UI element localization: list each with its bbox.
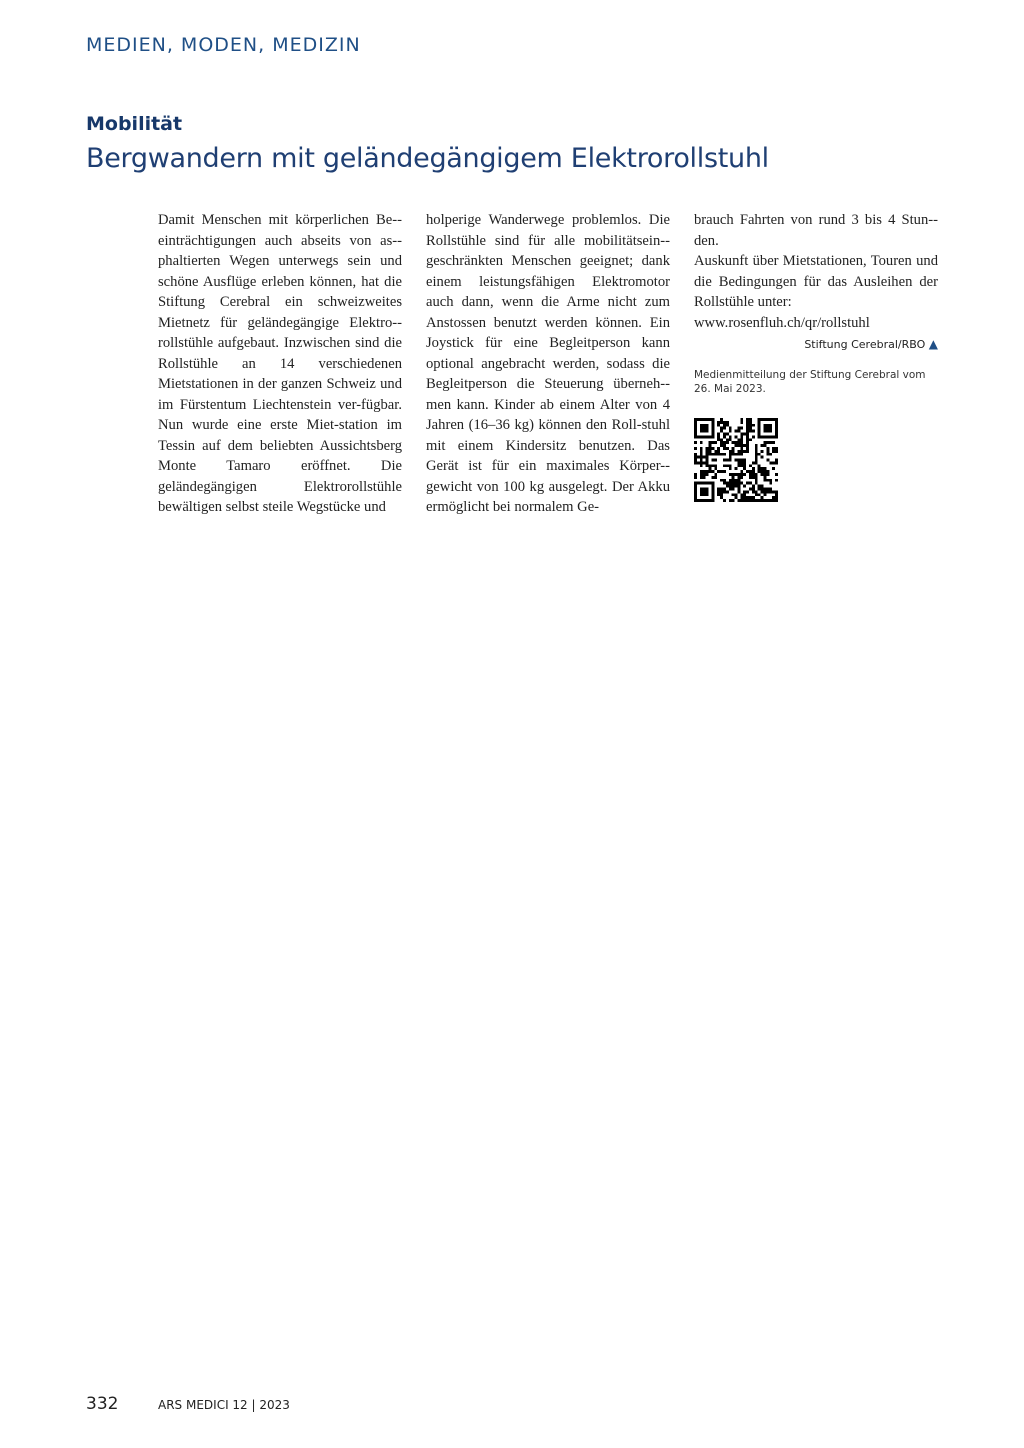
journal-issue: ARS MEDICI 12 | 2023: [158, 1398, 290, 1412]
text-column-1: [158, 210, 402, 518]
qr-code-icon[interactable]: [694, 418, 778, 502]
paragraph: holperige Wanderwege problemlos. Die Rollstühle sind für alle mobilitätsein-geschränkten Menschen geeignet; dank einem leistungsfähigen Elektromotor auch dann, wenn die Arme nicht zum Anstossen benutzt werden können. Ein Joystick für eine Begleitperson kann optional angebracht werden, sodass die Begleitperson die Steuerung überneh-men kann. Kinder ab einem Alter von 4 Jahren (16–36 kg) können den Roll-stuhl mit einem Kindersitz benutzen. Das Gerät ist für ein maximales Körper-gewicht von 100 kg ausgelegt. Der Akku ermöglicht bei normalem Ge-: [426, 212, 670, 515]
text-column-2: [426, 210, 670, 518]
press-release-note: Medienmitteilung der Stiftung Cerebral vom 26. Mai 2023.: [694, 368, 926, 395]
info-url[interactable]: www.rosenfluh.ch/qr/rollstuhl: [694, 314, 870, 331]
page-number: 332: [86, 1394, 119, 1414]
paragraph: Auskunft über Mietstationen, Touren und die Bedingungen für das Ausleihen der Rollstühle unter:: [694, 253, 938, 310]
section-header: MEDIEN, MODEN, MEDIZIN: [86, 34, 361, 56]
credit-text: Stiftung Cerebral/RBO: [804, 338, 926, 351]
article-title: Bergwandern mit geländegängigem Elektrorollstuhl: [86, 143, 769, 174]
end-triangle-icon: ▲: [928, 337, 938, 351]
paragraph: Damit Menschen mit körperlichen Be-einträchtigungen auch abseits von as-phaltierten Wegen unterwegs sein und schöne Ausflüge erleben können, hat die Stiftung Cerebral ein schweizweites Mietnetz für geländegängige Elektro-rollstühle aufgebaut. Inzwischen sind die Rollstühle an 14 verschiedenen Mietstationen in der ganzen Schweiz und im Fürstentum Liechtenstein ver-fügbar. Nun wurde eine erste Miet-station im Tessin auf dem beliebten Aussichtsberg Monte Tamaro eröffnet. Die geländegängigen Elektrorollstühle bewältigen selbst steile Wegstücke und: [158, 212, 402, 515]
article-credit: [694, 334, 938, 356]
text-column-3: [694, 210, 938, 502]
paragraph: brauch Fahrten von rund 3 bis 4 Stun-den.: [694, 212, 938, 249]
article-kicker: Mobilität: [86, 113, 183, 135]
